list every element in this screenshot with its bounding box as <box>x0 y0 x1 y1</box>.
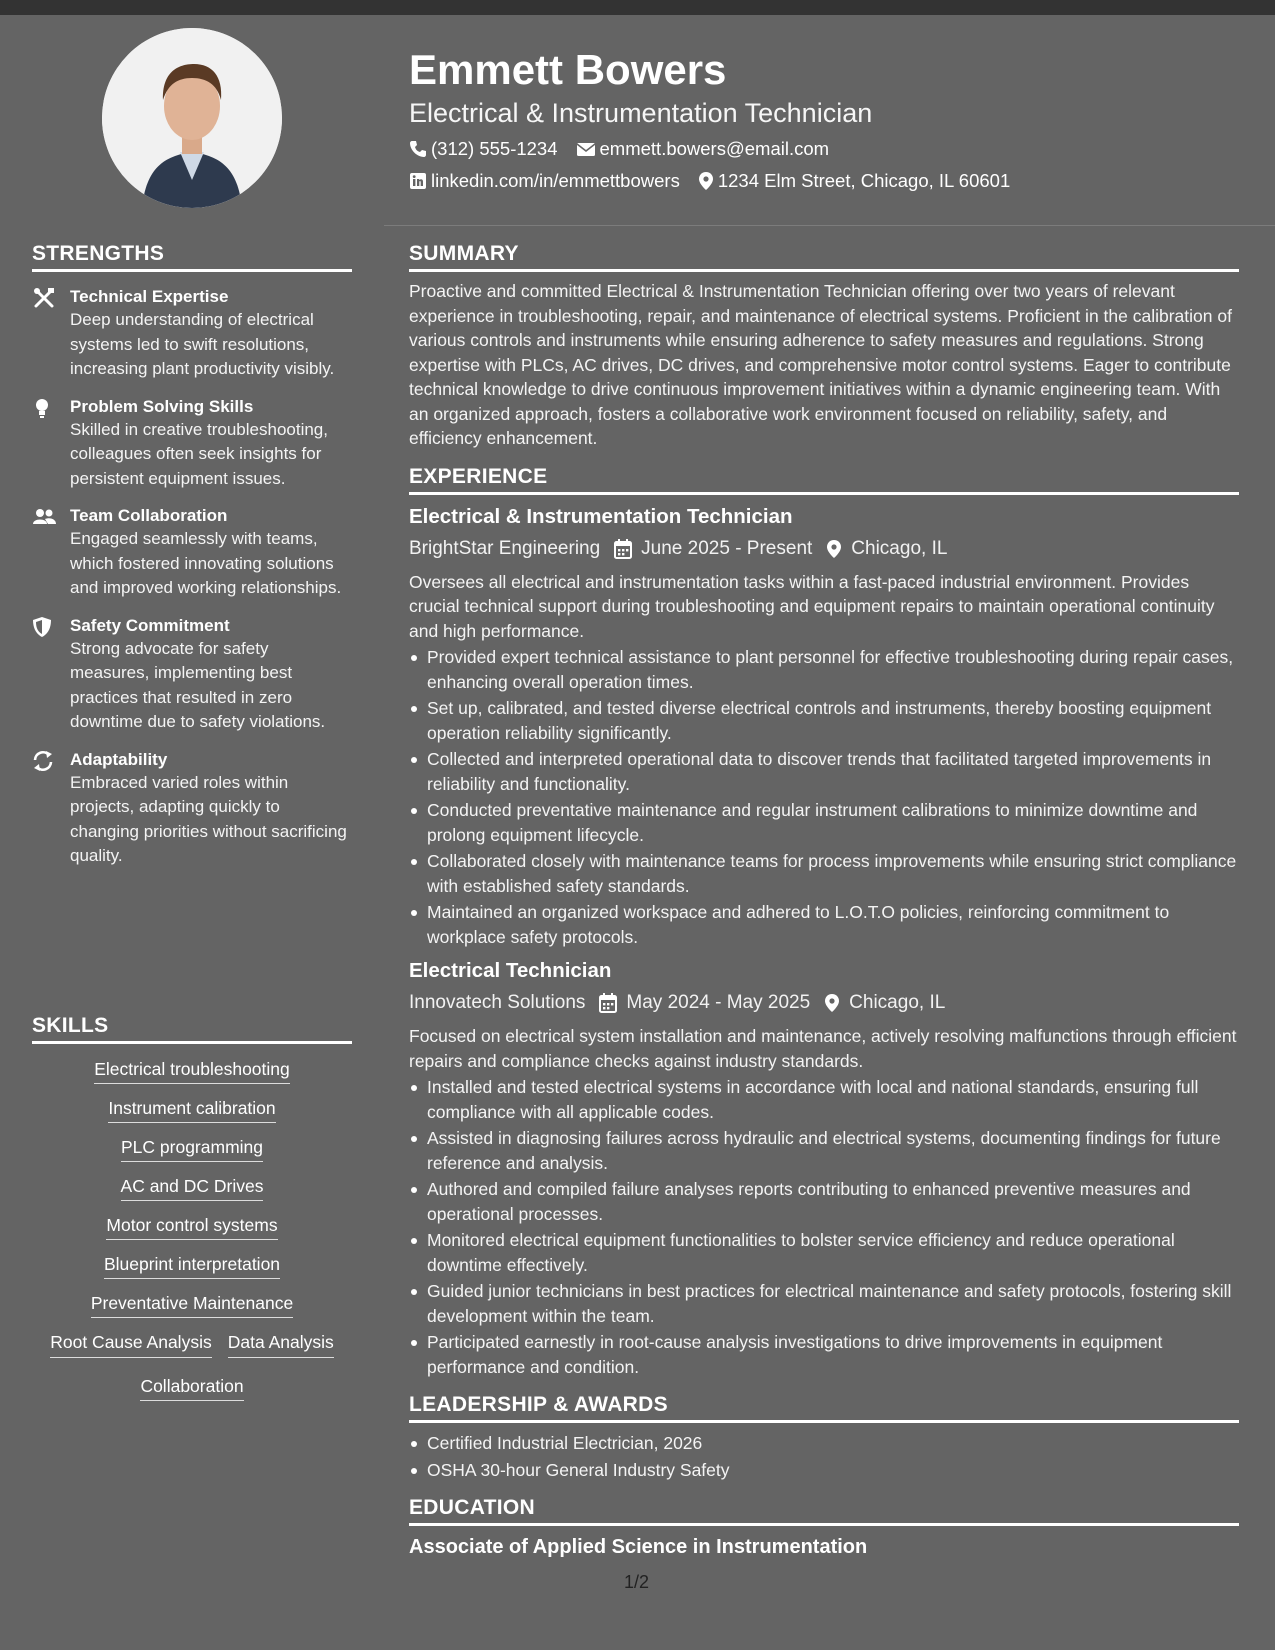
candidate-name: Emmett Bowers <box>409 46 727 93</box>
skill-tag: Electrical troubleshooting <box>94 1059 290 1084</box>
experience-heading: EXPERIENCE <box>409 465 1239 495</box>
degree-title: Associate of Applied Science in Instrumentation <box>409 1536 868 1558</box>
education-heading: EDUCATION <box>409 1496 1239 1526</box>
job-entry <box>409 503 1239 950</box>
address-contact <box>698 170 1010 192</box>
summary-heading: SUMMARY <box>409 242 1239 272</box>
list-item: OSHA 30-hour General Industry Safety <box>409 1458 1239 1483</box>
job-meta <box>409 535 1239 563</box>
strength-title: Adaptability <box>70 749 168 769</box>
resume-header <box>409 42 1249 194</box>
job-entry <box>409 957 1239 1379</box>
strength-title: Safety Commitment <box>70 615 230 635</box>
users-icon <box>32 506 56 528</box>
linkedin-contact <box>409 170 680 192</box>
job-dates-wrap <box>614 538 812 560</box>
strengths-section <box>32 242 352 869</box>
skill-tag: Blueprint interpretation <box>104 1254 280 1279</box>
strengths-heading: STRENGTHS <box>32 242 352 272</box>
summary-text: Proactive and committed Electrical & Instrumentation Technician offering over two years of relevant experience in troubleshooting, repair, and maintenance of electrical systems. Proficient in the calibration of various controls and instruments while ensuring adherence to safety measures and regulations. Strong expertise with PLCs, AC drives, DC drives, and comprehensive motor control systems. Eager to contribute technical knowledge to drive continuous improvement initiatives within a dynamic engineering team. With an organized approach, fosters a collaborative work environment focused on reliability, safety, and efficiency enhancement. <box>409 281 1232 448</box>
job-description: Focused on electrical system installation and maintenance, actively resolving malfunctions through efficient repairs and compliance checks against industry standards. <box>409 1026 1237 1071</box>
linkedin-url[interactable]: linkedin.com/in/emmettbowers <box>431 170 680 191</box>
strength-title: Problem Solving Skills <box>70 396 254 416</box>
profile-photo <box>102 28 282 208</box>
envelope-icon <box>576 141 596 157</box>
job-company: BrightStar Engineering <box>409 537 601 559</box>
tools-icon <box>32 287 56 309</box>
calendar-icon <box>599 993 617 1013</box>
job-location: Chicago, IL <box>849 992 946 1013</box>
email-contact <box>576 138 830 160</box>
job-dates-wrap <box>599 992 810 1014</box>
strength-item <box>32 286 352 382</box>
list-item: Set up, calibrated, and tested diverse electrical controls and instruments, thereby boosting equipment operation reliability significantly. <box>409 696 1239 745</box>
phone-icon <box>409 140 427 158</box>
awards-list <box>409 1431 1239 1482</box>
strength-desc: Embraced varied roles within projects, adapting quickly to changing priorities without sacrificing quality. <box>70 772 347 865</box>
linkedin-icon <box>409 172 427 190</box>
list-item: Authored and compiled failure analyses reports contributing to enhanced preventive measures and operational processes. <box>409 1177 1239 1226</box>
strength-desc: Strong advocate for safety measures, implementing best practices that resulted in zero downtime due to safety violations. <box>70 638 326 731</box>
job-title: Electrical Technician <box>409 959 612 982</box>
address: 1234 Elm Street, Chicago, IL 60601 <box>717 170 1011 191</box>
map-pin-icon <box>826 539 842 559</box>
lightbulb-icon <box>32 397 56 419</box>
email-address[interactable]: emmett.bowers@email.com <box>599 138 830 159</box>
calendar-icon <box>614 539 632 559</box>
strength-item <box>32 749 352 869</box>
skill-tag: Root Cause Analysis <box>50 1331 211 1358</box>
contact-row <box>409 168 1249 194</box>
list-item: Participated earnestly in root-cause analysis investigations to drive improvements in equipment performance and condition. <box>409 1330 1239 1379</box>
list-item: Guided junior technicians in best practices for electrical maintenance and safety protocols, fostering skill development within the team. <box>409 1279 1239 1328</box>
skill-list <box>32 1044 352 1414</box>
map-pin-icon <box>698 171 714 191</box>
skill-tag: Preventative Maintenance <box>91 1293 293 1318</box>
skill-tag: Motor control systems <box>106 1215 277 1240</box>
education-section <box>409 1496 1239 1559</box>
header-divider <box>384 225 1275 226</box>
job-bullets <box>409 645 1239 949</box>
job-location-wrap <box>826 538 947 560</box>
skill-tag: PLC programming <box>121 1137 263 1162</box>
candidate-role: Electrical & Instrumentation Technician <box>409 98 873 128</box>
job-bullets <box>409 1075 1239 1379</box>
sync-icon <box>32 750 56 772</box>
skills-section <box>32 1014 352 1414</box>
list-item: Monitored electrical equipment functionalities to bolster service efficiency and reduce operational downtime effectively. <box>409 1228 1239 1277</box>
shield-icon <box>32 616 56 638</box>
skill-tag: AC and DC Drives <box>121 1176 264 1201</box>
experience-section <box>409 465 1239 1380</box>
strength-title: Technical Expertise <box>70 287 229 306</box>
awards-heading: LEADERSHIP & AWARDS <box>409 1393 1239 1423</box>
job-dates: May 2024 - May 2025 <box>626 992 811 1013</box>
phone-contact <box>409 138 558 160</box>
strength-desc: Deep understanding of electrical systems led to swift resolutions, increasing plant productivity visibly. <box>70 310 335 378</box>
list-item: Collected and interpreted operational data to discover trends that facilitated targeted improvements in reliability and functionality. <box>409 747 1239 796</box>
awards-section <box>409 1393 1239 1482</box>
phone-number: (312) 555-1234 <box>431 138 558 159</box>
list-item: Assisted in diagnosing failures across hydraulic and electrical systems, documenting findings for future reference and analysis. <box>409 1126 1239 1175</box>
job-dates: June 2025 - Present <box>641 537 813 559</box>
strength-item <box>32 505 352 601</box>
summary-section <box>409 242 1239 451</box>
list-item: Installed and tested electrical systems in accordance with local and national standards, ensuring full compliance with all applicable codes. <box>409 1075 1239 1124</box>
skill-tag: Instrument calibration <box>108 1098 275 1123</box>
job-company: Innovatech Solutions <box>409 992 586 1013</box>
strength-item <box>32 396 352 492</box>
list-item: Conducted preventative maintenance and regular instrument calibrations to minimize downtime and prolong equipment lifecycle. <box>409 798 1239 847</box>
strength-desc: Engaged seamlessly with teams, which fostered innovating solutions and improved working relationships. <box>70 529 342 597</box>
skills-heading: SKILLS <box>32 1014 352 1044</box>
skill-tag: Collaboration <box>140 1376 243 1401</box>
job-meta <box>409 989 1239 1017</box>
job-location-wrap <box>824 992 945 1014</box>
list-item: Collaborated closely with maintenance teams for process improvements while ensuring strict compliance with established safety standards. <box>409 849 1239 898</box>
job-location: Chicago, IL <box>851 537 948 559</box>
strength-item <box>32 615 352 735</box>
list-item: Provided expert technical assistance to plant personnel for effective troubleshooting during repair cases, enhancing overall operation times. <box>409 645 1239 694</box>
strength-desc: Skilled in creative troubleshooting, colleagues often seek insights for persistent equipment issues. <box>70 419 328 488</box>
contact-row <box>409 136 1249 162</box>
strength-title: Team Collaboration <box>70 506 228 525</box>
list-item: Maintained an organized workspace and adhered to L.O.T.O policies, reinforcing commitment to workplace safety protocols. <box>409 900 1239 949</box>
map-pin-icon <box>824 993 840 1013</box>
main-column <box>409 242 1239 1559</box>
job-description: Oversees all electrical and instrumentation tasks within a fast-paced industrial environment. Provides crucial technical support during troubleshooting and equipment repairs to maintain operational continuity and high performance. <box>409 571 1215 641</box>
job-title: Electrical & Instrumentation Technician <box>409 504 793 528</box>
person-avatar-icon <box>102 28 282 208</box>
page-number: 1/2 <box>624 1572 650 1592</box>
top-bar <box>0 0 1275 15</box>
skill-tag: Data Analysis <box>228 1331 334 1358</box>
list-item: Certified Industrial Electrician, 2026 <box>409 1431 1239 1456</box>
